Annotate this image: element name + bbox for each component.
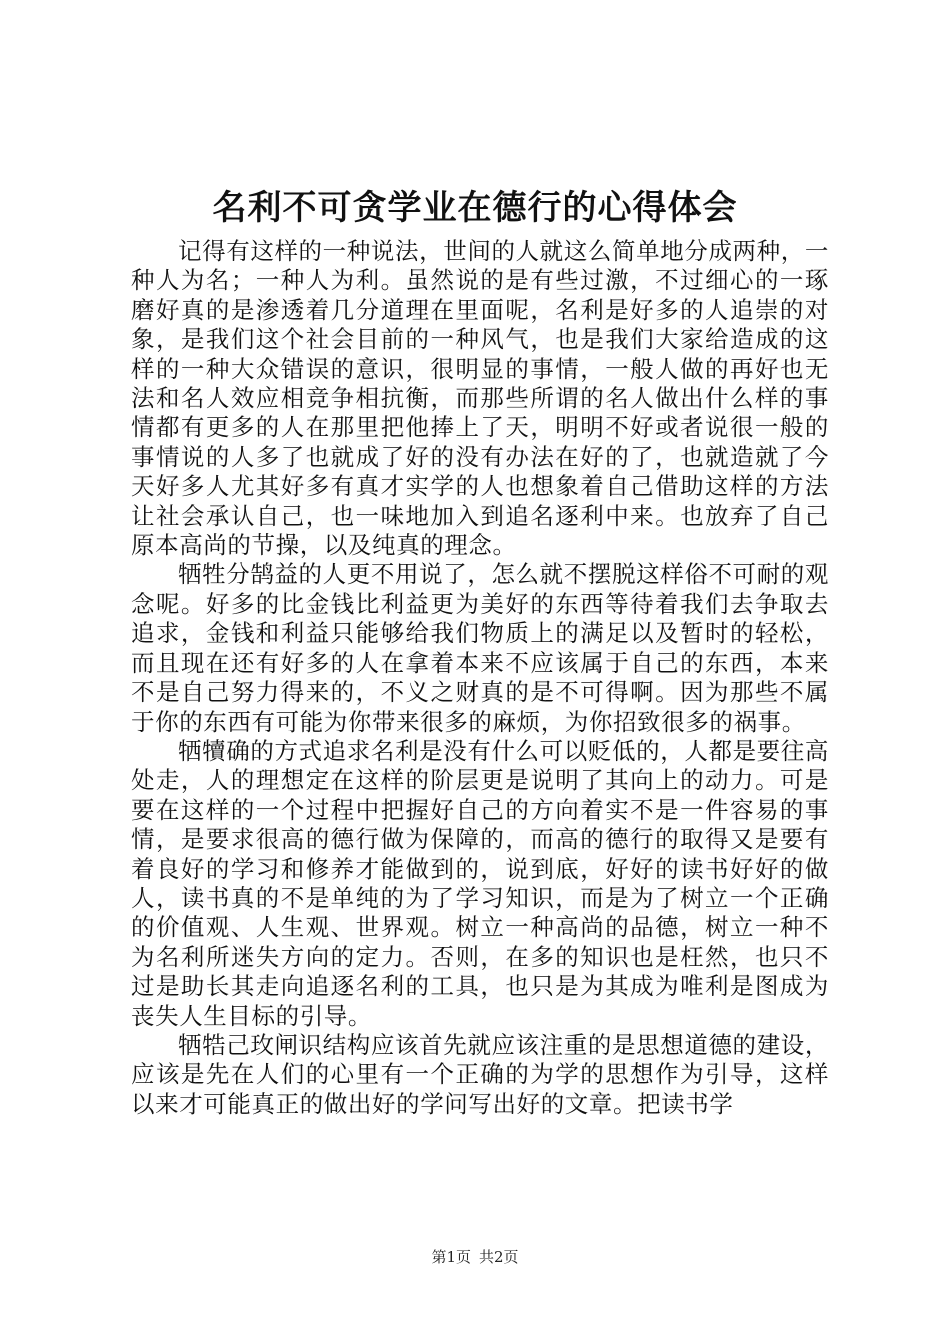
- document-body: [131, 237, 829, 1119]
- document-title: 名利不可贪学业在德行的心得体会: [212, 188, 738, 228]
- page-footer: [0, 1247, 950, 1267]
- page-total: 共2页: [479, 1248, 519, 1266]
- page-number: 第1页: [431, 1248, 471, 1266]
- paragraph-1: 记得有这样的一种说法，世间的人就这么简单地分成两种，一种人为名；一种人为利。虽然说的是有些过激，不过细心的一琢磨好真的是渗透着几分道理在里面呢，名利是好多的人追崇的对象，是我们这个社会目前的一种风气，也是我们大家给造成的这样的一种大众错误的意识，很明显的事情，一般人做的再好也无法和名人效应相竞争相抗衡，而那些所谓的名人做出什么样的事情都有更多的人在那里把他捧上了天，明明不好或者说很一般的事情说的人多了也就成了好的没有办法在好的了，也就造就了今天好多人尤其好多有真才实学的人也想象着自己借助这样的方法让社会承认自己，也一味地加入到追名逐利中来。也放弃了自己原本高尚的节操，以及纯真的理念。: [131, 237, 829, 560]
- paragraph-3: 牺犢确的方式追求名利是没有什么可以贬低的，人都是要往高处走，人的理想定在这样的阶层更是说明了其向上的动力。可是要在这样的一个过程中把握好自己的方向着实不是一件容易的事情，是要求很高的德行做为保障的，而高的德行的取得又是要有着良好的学习和修养才能做到的，说到底，好好的读书好好的做人，读书真的不是单纯的为了学习知识，而是为了树立一个正确的价值观、人生观、世界观。树立一种高尚的品德，树立一种不为名利所迷失方向的定力。否则，在多的知识也是枉然，也只不过是助长其走向追逐名利的工具，也只是为其成为唯利是图成为丧失人生目标的引导。: [131, 736, 829, 1030]
- paragraph-4: 牺牿己玫闸识结构应该首先就应该注重的是思想道德的建设，应该是先在人们的心里有一个正确的为学的思想作为引导，这样以来才可能真正的做出好的学问写出好的文章。把读书学: [131, 1030, 829, 1118]
- paragraph-2: 牺牲分鹄益的人更不用说了，怎么就不摆脱这样俗不可耐的观念呢。好多的比金钱比利益更为美好的东西等待着我们去争取去追求，金钱和利益只能够给我们物质上的满足以及暂时的轻松，而且现在还有好多的人在拿着本来不应该属于自己的东西，本来不是自己努力得来的，不义之财真的是不可得啊。因为那些不属于你的东西有可能为你带来很多的麻烦，为你招致很多的祸事。: [131, 560, 829, 736]
